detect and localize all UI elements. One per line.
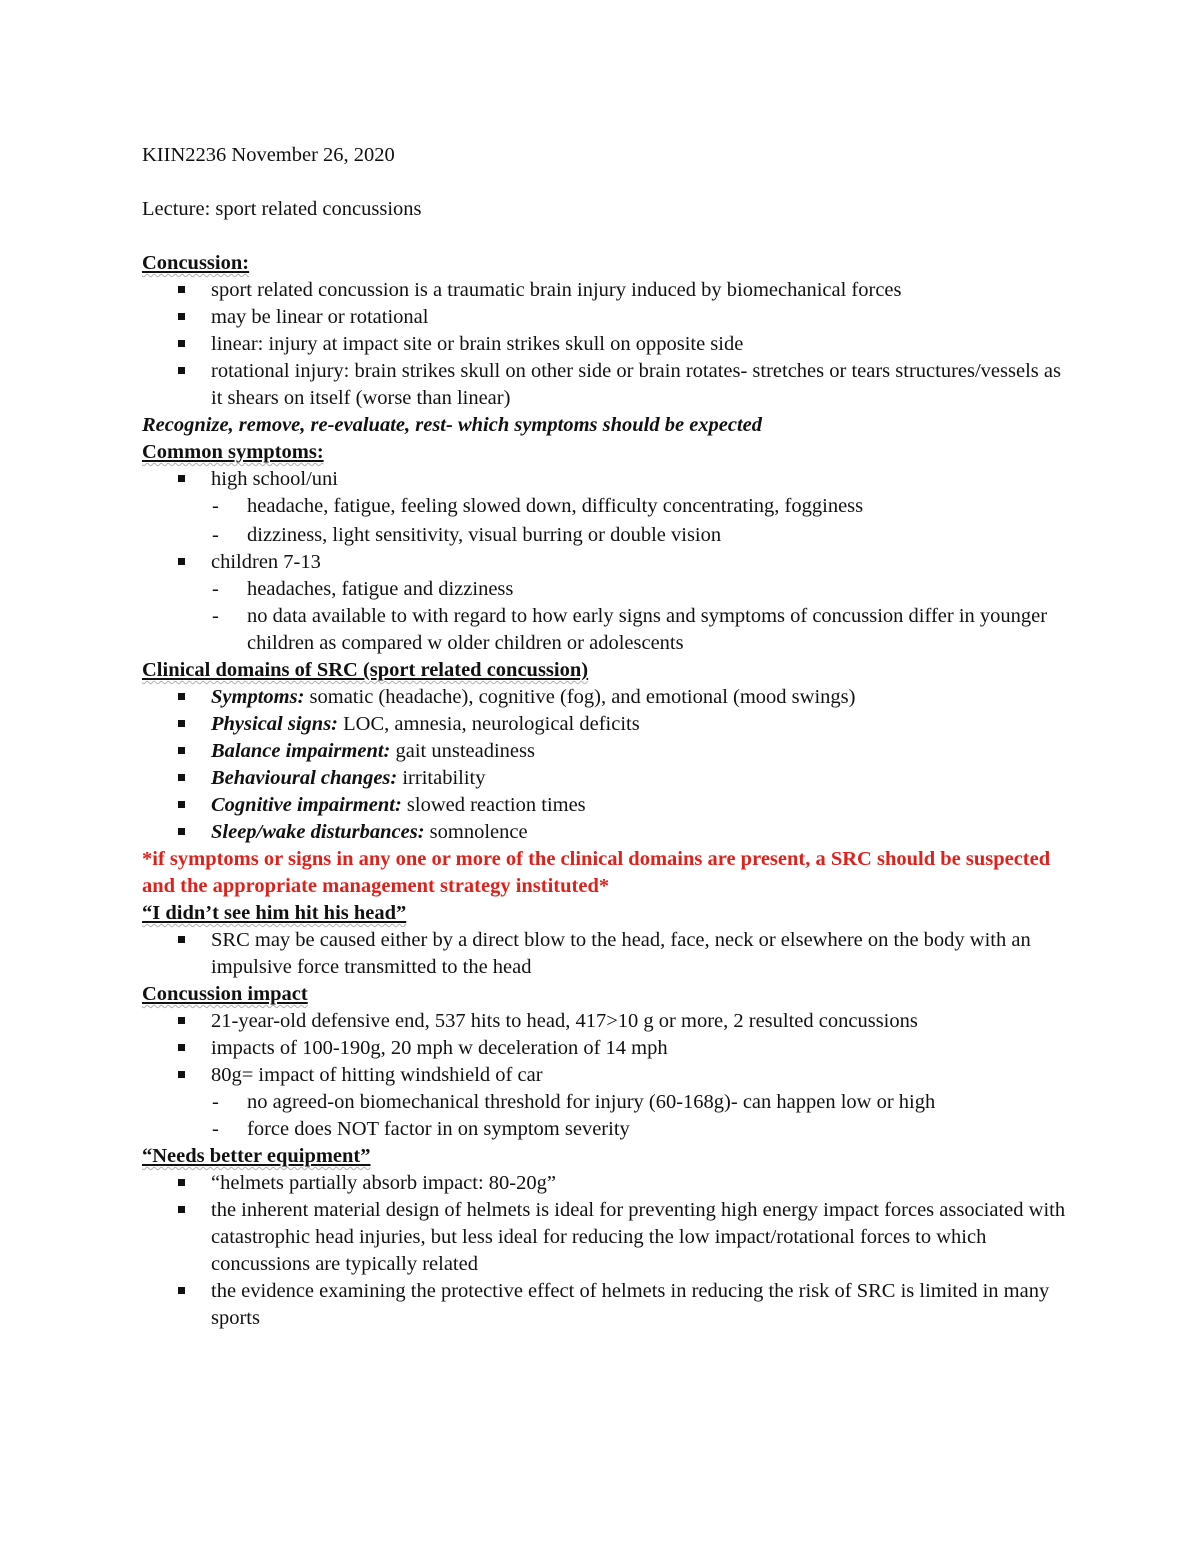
concussion-impact-heading: Concussion impact xyxy=(142,983,308,1005)
list-item: linear: injury at impact site or brain strikes skull on opposite side xyxy=(142,331,1072,358)
sub-list-item: - force does NOT factor in on symptom severity xyxy=(142,1116,1072,1143)
list-item xyxy=(142,684,1072,711)
list-item: 80g= impact of hitting windshield of car xyxy=(142,1062,1072,1089)
domain-desc: slowed reaction times xyxy=(401,794,586,816)
list-item: 21-year-old defensive end, 537 hits to head, 417>10 g or more, 2 resulted concussions xyxy=(142,1008,1072,1035)
domain-term: Balance impairment: xyxy=(211,740,391,762)
list-item xyxy=(142,792,1072,819)
list-item xyxy=(142,819,1072,846)
list-item: children 7-13 xyxy=(142,549,1072,576)
sub-list-item: - dizziness, light sensitivity, visual burring or double vision xyxy=(142,522,1072,549)
domain-term: Behavioural changes: xyxy=(211,767,398,789)
domain-desc: LOC, amnesia, neurological deficits xyxy=(338,713,640,735)
domain-desc: gait unsteadiness xyxy=(390,740,535,762)
list-item xyxy=(142,738,1072,765)
list-item: SRC may be caused either by a direct blow to the head, face, neck or elsewhere on the body with an impulsive force transmitted to the head xyxy=(142,927,1072,981)
list-item: high school/uni xyxy=(142,466,1072,493)
clinical-domains-heading: Clinical domains of SRC (sport related concussion) xyxy=(142,659,589,681)
document-page xyxy=(142,142,1072,1332)
domain-term: Symptoms: xyxy=(211,686,305,708)
domain-term: Physical signs: xyxy=(211,713,338,735)
domain-term: Sleep/wake disturbances: xyxy=(211,821,425,843)
list-item: the evidence examining the protective effect of helmets in reducing the risk of SRC is limited in many sports xyxy=(142,1278,1072,1332)
list-item: may be linear or rotational xyxy=(142,304,1072,331)
list-item xyxy=(142,711,1072,738)
sub-list-item: - no agreed-on biomechanical threshold for injury (60-168g)- can happen low or high xyxy=(142,1089,1072,1116)
list-item: rotational injury: brain strikes skull on other side or brain rotates- stretches or tears structures/vessels as it shears on itself (worse than linear) xyxy=(142,358,1072,412)
list-item: “helmets partially absorb impact: 80-20g” xyxy=(142,1170,1072,1197)
head-hit-heading: “I didn’t see him hit his head” xyxy=(142,902,407,924)
list-item: impacts of 100-190g, 20 mph w deceleration of 14 mph xyxy=(142,1035,1072,1062)
sub-list-item: - no data available to with regard to how early signs and symptoms of concussion differ in younger children as compared w older children or adolescents xyxy=(142,603,1072,657)
src-warning-note: *if symptoms or signs in any one or more of the clinical domains are present, a SRC should be suspected and the appropriate management strategy instituted* xyxy=(142,848,1051,897)
sub-list-item: - headache, fatigue, feeling slowed down, difficulty concentrating, fogginess xyxy=(142,493,1072,520)
domain-desc: somatic (headache), cognitive (fog), and emotional (mood swings) xyxy=(304,686,856,708)
common-symptoms-heading: Common symptoms: xyxy=(142,441,324,463)
domain-desc: irritability xyxy=(397,767,486,789)
domain-desc: somnolence xyxy=(424,821,528,843)
list-item: sport related concussion is a traumatic brain injury induced by biomechanical forces xyxy=(142,277,1072,304)
recognize-remove-note: Recognize, remove, re-evaluate, rest- which symptoms should be expected xyxy=(142,414,763,436)
list-item: the inherent material design of helmets is ideal for preventing high energy impact forces associated with catastrophic head injuries, but less ideal for reducing the low impact/rotational forces to which concussions are typically related xyxy=(142,1197,1072,1278)
list-item xyxy=(142,765,1072,792)
concussion-heading: Concussion: xyxy=(142,252,250,274)
lecture-title: Lecture: sport related concussions xyxy=(142,198,422,220)
equipment-heading: “Needs better equipment” xyxy=(142,1145,371,1167)
sub-list-item: - headaches, fatigue and dizziness xyxy=(142,576,1072,603)
domain-term: Cognitive impairment: xyxy=(211,794,402,816)
course-date-line: KIIN2236 November 26, 2020 xyxy=(142,144,395,166)
